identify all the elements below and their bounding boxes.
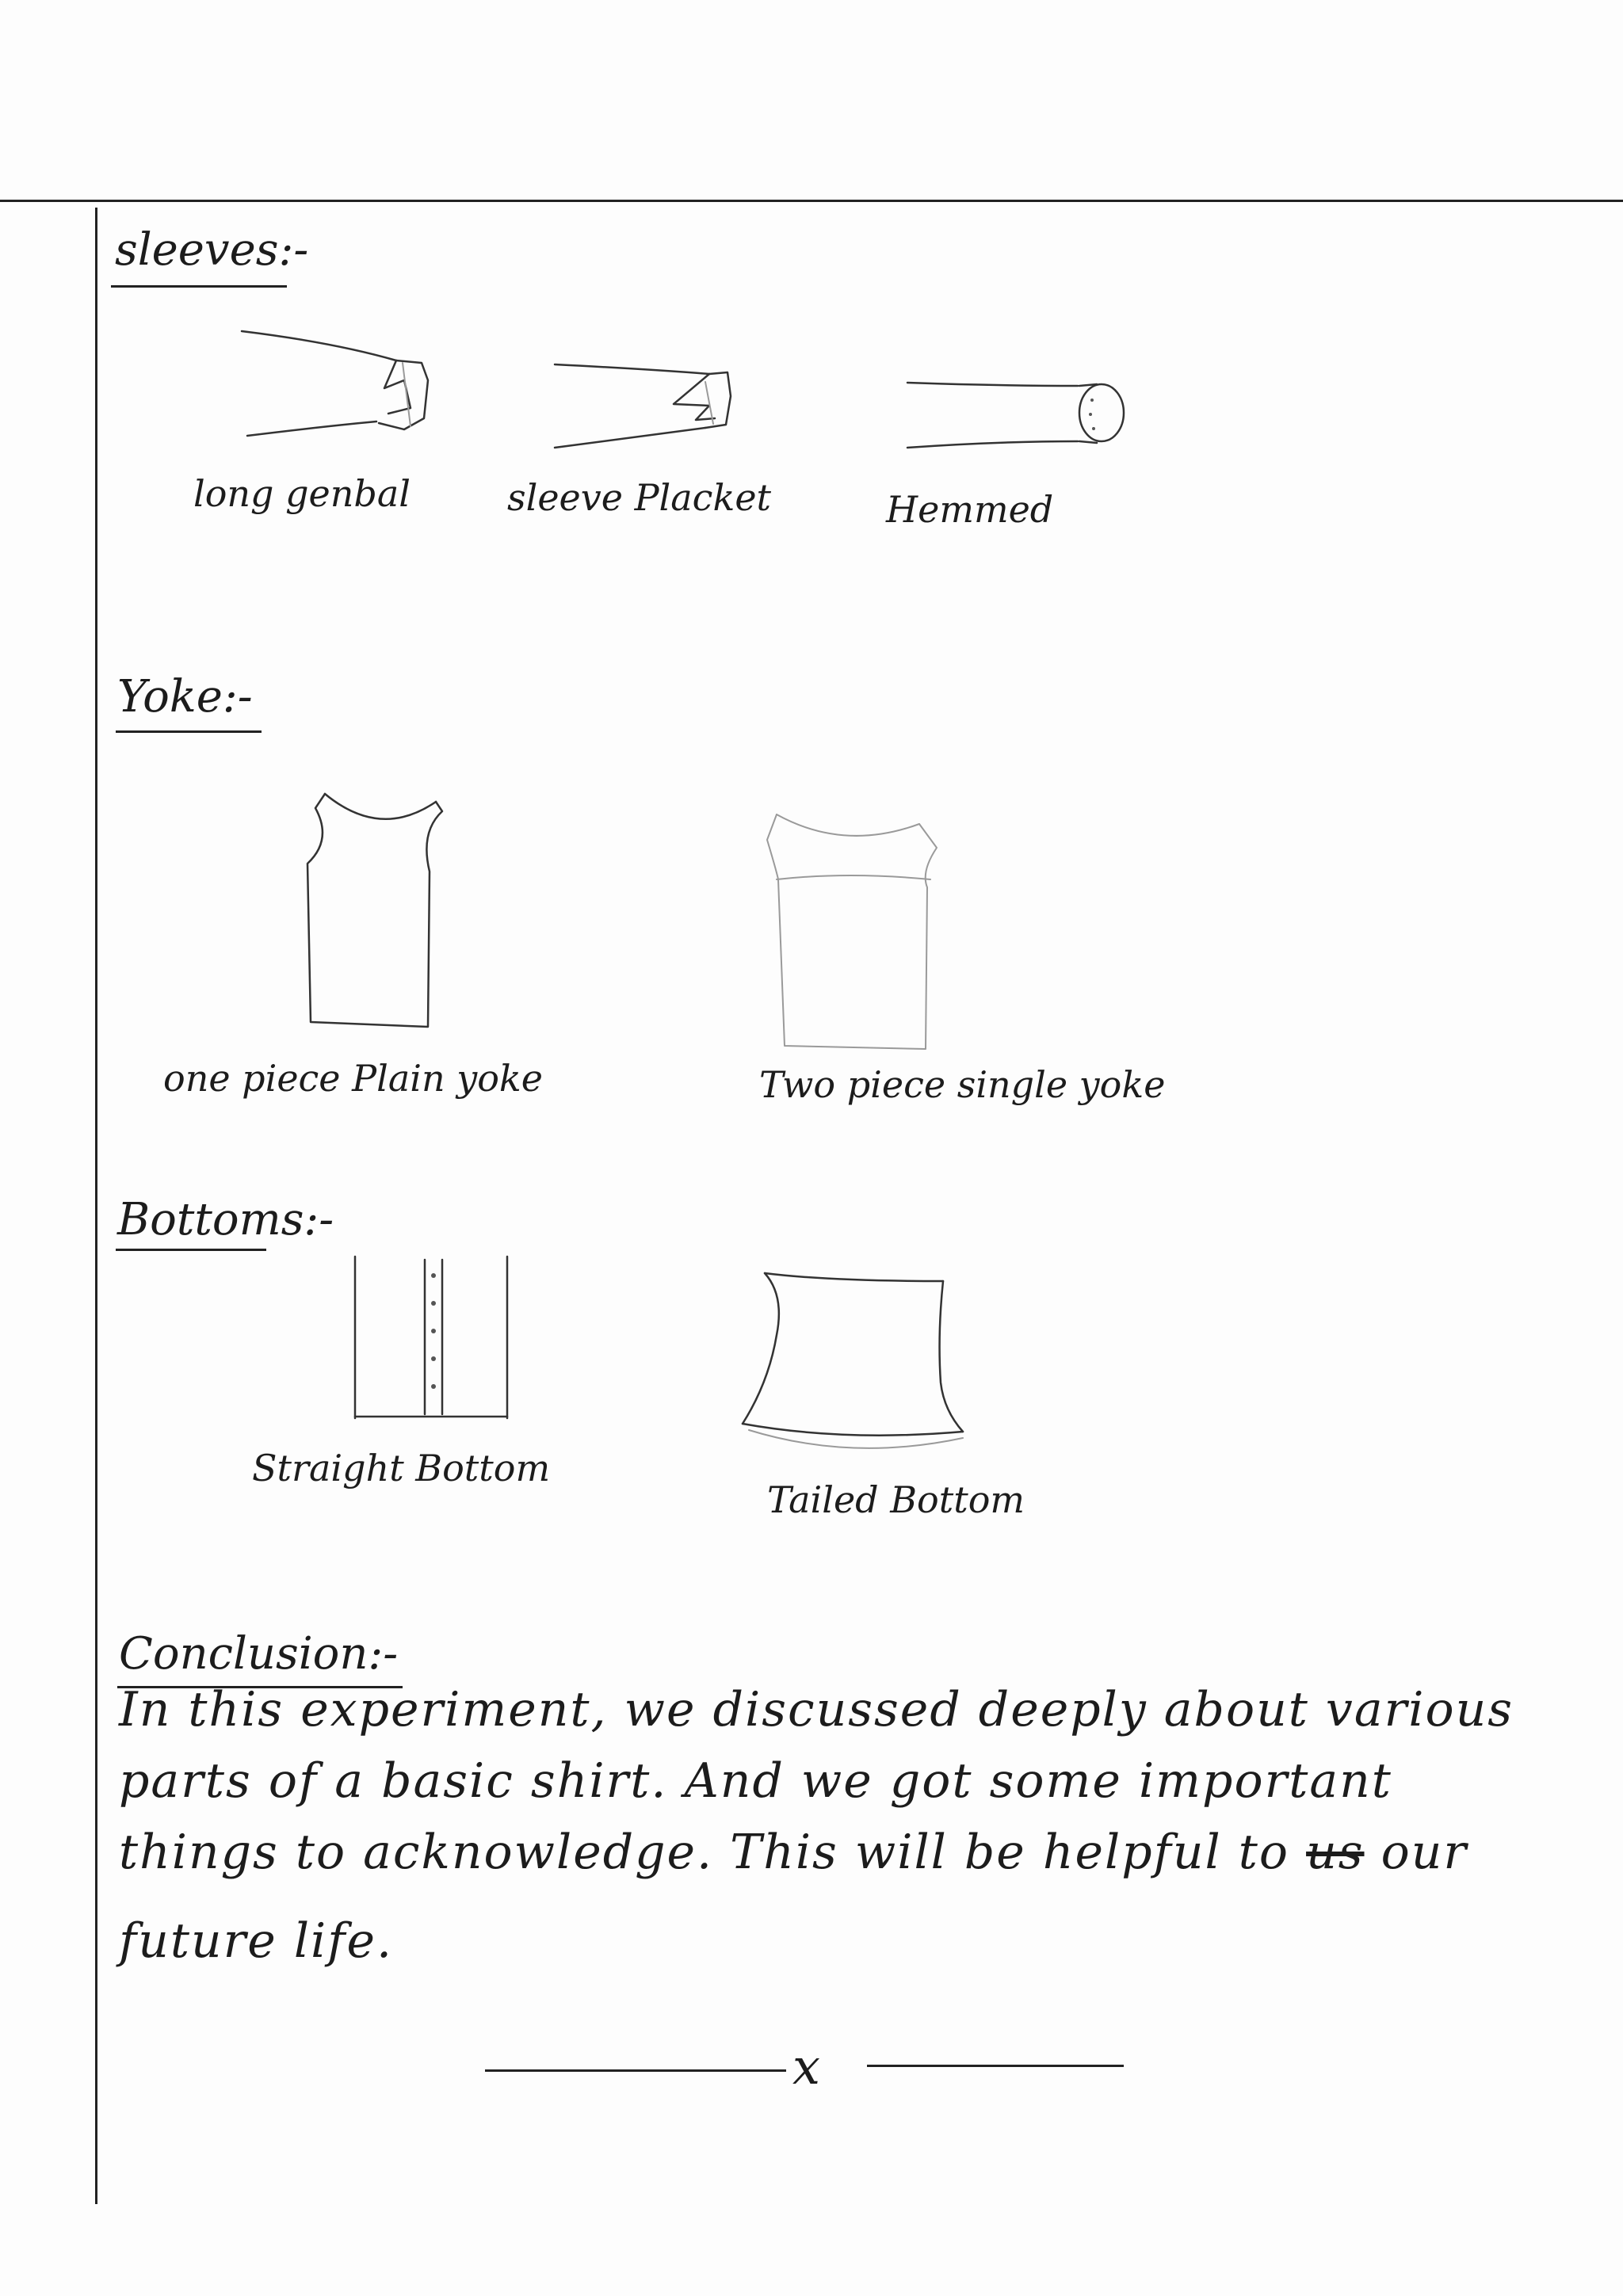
two-piece-yoke-label: Two piece single yoke — [759, 1063, 1166, 1106]
sleeve-placket-sketch — [547, 349, 753, 460]
conclusion-line-4: future life. — [119, 1913, 394, 1969]
yoke-heading-underline — [116, 730, 262, 733]
end-rule-right — [867, 2065, 1124, 2067]
struck-word: us — [1306, 1825, 1365, 1880]
tailed-bottom-sketch — [733, 1264, 979, 1478]
bottoms-heading-underline — [116, 1249, 266, 1251]
straight-bottom-label: Straight Bottom — [252, 1447, 551, 1489]
long-genbal-label: long genbal — [193, 472, 411, 515]
hemmed-sketch — [903, 368, 1133, 456]
conclusion-heading: Conclusion:- — [119, 1628, 399, 1680]
conclusion-line-3-text: things to acknowledge. This will be helpful to — [119, 1825, 1289, 1880]
yoke-heading: Yoke:- — [117, 671, 253, 723]
conclusion-line-1: In this experiment, we discussed deeply about various — [119, 1682, 1514, 1737]
conclusion-line-3 — [119, 1825, 1468, 1880]
end-rule-left — [485, 2069, 786, 2072]
tailed-bottom-label: Tailed Bottom — [767, 1478, 1025, 1521]
hemmed-label: Hemmed — [886, 488, 1054, 531]
one-piece-yoke-sketch — [301, 784, 460, 1038]
sleeve-placket-label: sleeve Placket — [507, 476, 772, 519]
end-mark: x — [792, 2038, 820, 2096]
conclusion-line-2: parts of a basic shirt. And we got some important — [119, 1753, 1392, 1809]
straight-bottom-sketch — [349, 1252, 515, 1426]
long-genbal-sketch — [238, 325, 436, 444]
one-piece-yoke-label: one piece Plain yoke — [163, 1057, 543, 1100]
bottoms-heading: Bottoms:- — [117, 1194, 334, 1245]
top-rule — [0, 200, 1623, 202]
sleeves-heading: sleeves:- — [115, 224, 309, 276]
two-piece-yoke-sketch — [753, 800, 943, 1054]
sleeves-heading-underline — [111, 285, 287, 288]
margin-line — [95, 208, 97, 2204]
conclusion-line-3-end: our — [1381, 1825, 1468, 1880]
